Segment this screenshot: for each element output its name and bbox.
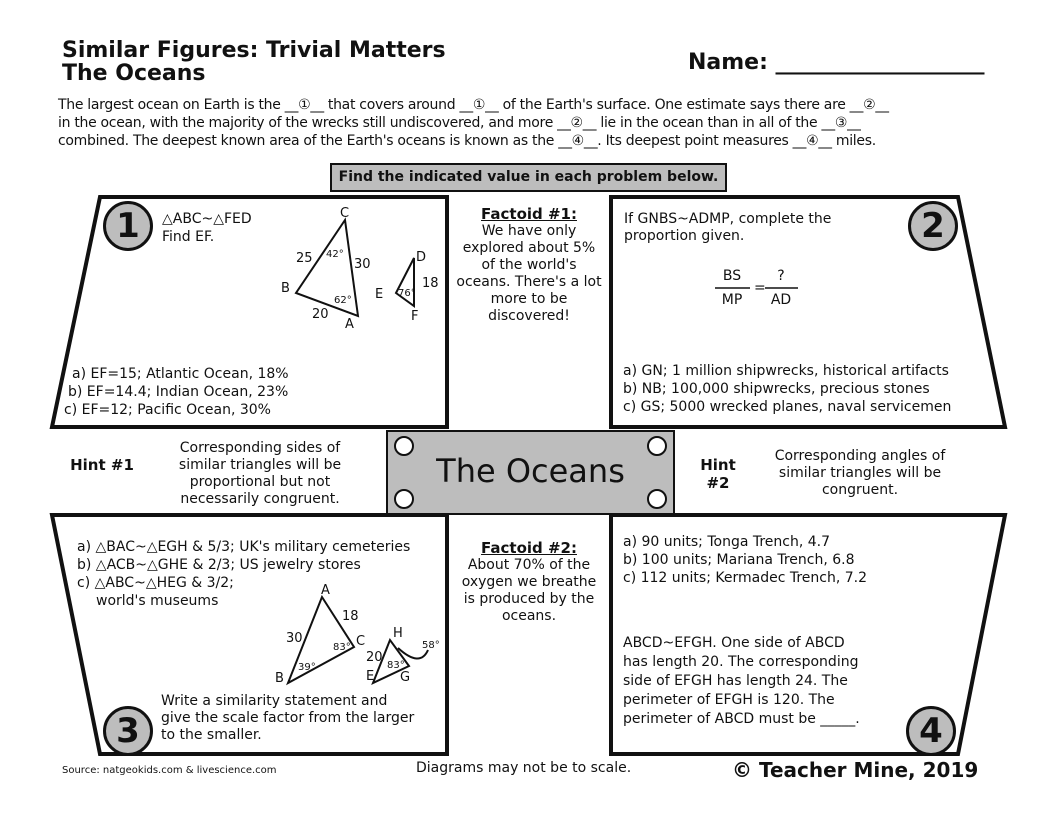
fraction-2-numerator: ? (777, 268, 785, 284)
svg-text:39°: 39° (298, 662, 316, 673)
problem-number-3: 3 (103, 706, 153, 756)
p4-choice-c[interactable]: c) 112 units; Kermadec Trench, 7.2 (623, 570, 868, 586)
worksheet-title: Similar Figures: Trivial Matters (62, 38, 446, 63)
factoid-1 (455, 206, 603, 325)
svg-text:E: E (366, 669, 375, 684)
p4-question: ABCD~EFGH. One side of ABCD has length 20. The corresponding side of EFGH has length 24. The perimeter of EFGH is 120. The perimeter of ABCD must be _____. (623, 635, 860, 727)
svg-text:20: 20 (312, 307, 329, 322)
corner-hole (647, 489, 667, 509)
p1-question: Find EF. (162, 229, 215, 245)
svg-text:58°: 58° (422, 640, 440, 651)
p3-question: Write a similarity statement and give the scale factor from the larger to the smaller. (161, 693, 415, 743)
p1-choice-c[interactable]: c) EF=12; Pacific Ocean, 30% (64, 402, 271, 418)
p2-choice-c[interactable]: c) GS; 5000 wrecked planes, naval servicemen (623, 399, 952, 415)
svg-text:30: 30 (286, 631, 303, 646)
svg-text:C: C (340, 206, 350, 221)
svg-text:20: 20 (366, 650, 383, 665)
intro-line-2: in the ocean, with the majority of the wrecks still undiscovered, and more __②__ lie in the ocean than in all of the __③__ (58, 115, 861, 131)
p4-choice-b[interactable]: b) 100 units; Mariana Trench, 6.8 (623, 552, 855, 568)
svg-text:18: 18 (342, 609, 359, 624)
p1-statement: △ABC~△FED (162, 211, 252, 227)
svg-text:F: F (411, 309, 419, 324)
svg-text:25: 25 (296, 251, 313, 266)
svg-text:83°: 83° (387, 660, 405, 671)
factoid-1-title: Factoid #1: (481, 205, 577, 223)
fraction-1-denominator: MP (721, 292, 743, 308)
p3-choice-c[interactable]: c) △ABC~△HEG & 3/2; (77, 575, 234, 591)
p4-choice-a[interactable]: a) 90 units; Tonga Trench, 4.7 (623, 534, 831, 550)
svg-text:83°: 83° (333, 642, 351, 653)
copyright: © Teacher Mine, 2019 (732, 758, 979, 782)
center-title: The Oceans (436, 452, 625, 490)
svg-text:A: A (321, 583, 330, 598)
fraction-2-denominator: AD (770, 292, 792, 308)
hint-2-label: Hint #2 (700, 456, 736, 492)
svg-text:18: 18 (422, 276, 439, 291)
p3-choice-c-cont: world's museums (96, 593, 219, 609)
intro-line-1: The largest ocean on Earth is the __①__ that covers around __①__ of the Earth's surface. One estimate says there are __②__ (58, 97, 889, 113)
svg-text:G: G (400, 670, 411, 685)
svg-text:76°: 76° (398, 288, 416, 299)
fraction-1-numerator: BS (722, 268, 742, 284)
p1-choice-b[interactable]: b) EF=14.4; Indian Ocean, 23% (68, 384, 289, 400)
p2-choice-b[interactable]: b) NB; 100,000 shipwrecks, precious stones (623, 381, 930, 397)
scale-note: Diagrams may not be to scale. (416, 760, 632, 776)
svg-text:E: E (375, 287, 384, 302)
hint-2-text: Corresponding angles of similar triangles will be congruent. (774, 448, 946, 498)
svg-text:30: 30 (354, 257, 371, 272)
svg-text:B: B (275, 671, 284, 686)
problem-number-1: 1 (103, 201, 153, 251)
center-title-box (386, 430, 675, 515)
factoid-2-title: Factoid #2: (481, 539, 577, 557)
instruction-banner: Find the indicated value in each problem below. (330, 163, 727, 192)
svg-text:B: B (281, 281, 290, 296)
corner-hole (394, 489, 414, 509)
equals-sign: = (754, 280, 766, 296)
svg-text:62°: 62° (334, 295, 352, 306)
factoid-2 (455, 540, 603, 625)
p3-choice-b[interactable]: b) △ACB~△GHE & 2/3; US jewelry stores (77, 557, 361, 573)
problem-number-4: 4 (906, 706, 956, 756)
p2-statement: If GNBS~ADMP, complete the proportion given. (624, 211, 832, 244)
factoid-1-text: We have only explored about 5% of the world's oceans. There's a lot more to be discovered! (456, 223, 602, 324)
svg-text:A: A (345, 317, 354, 332)
p2-choice-a[interactable]: a) GN; 1 million shipwrecks, historical artifacts (623, 363, 949, 379)
factoid-2-text: About 70% of the oxygen we breathe is produced by the oceans. (461, 557, 597, 624)
hint-1-label: Hint #1 (70, 456, 134, 474)
intro-line-3: combined. The deepest known area of the Earth's oceans is known as the __④__. Its deepest point measures __④__ miles. (58, 133, 876, 149)
svg-text:D: D (416, 250, 427, 265)
svg-text:C: C (356, 634, 366, 649)
svg-text:H: H (393, 626, 403, 641)
svg-text:42°: 42° (326, 249, 344, 260)
source-note: Source: natgeokids.com & livescience.com (62, 765, 277, 776)
problem-number-2: 2 (908, 201, 958, 251)
p3-choice-a[interactable]: a) △BAC~△EGH & 5/3; UK's military cemeteries (77, 539, 411, 555)
p1-choice-a[interactable]: a) EF=15; Atlantic Ocean, 18% (72, 366, 289, 382)
hint-1-text: Corresponding sides of similar triangles will be proportional but not necessarily congruent. (178, 440, 342, 507)
worksheet-subtitle: The Oceans (62, 61, 206, 86)
name-field[interactable]: Name: ___________________ (688, 50, 985, 75)
